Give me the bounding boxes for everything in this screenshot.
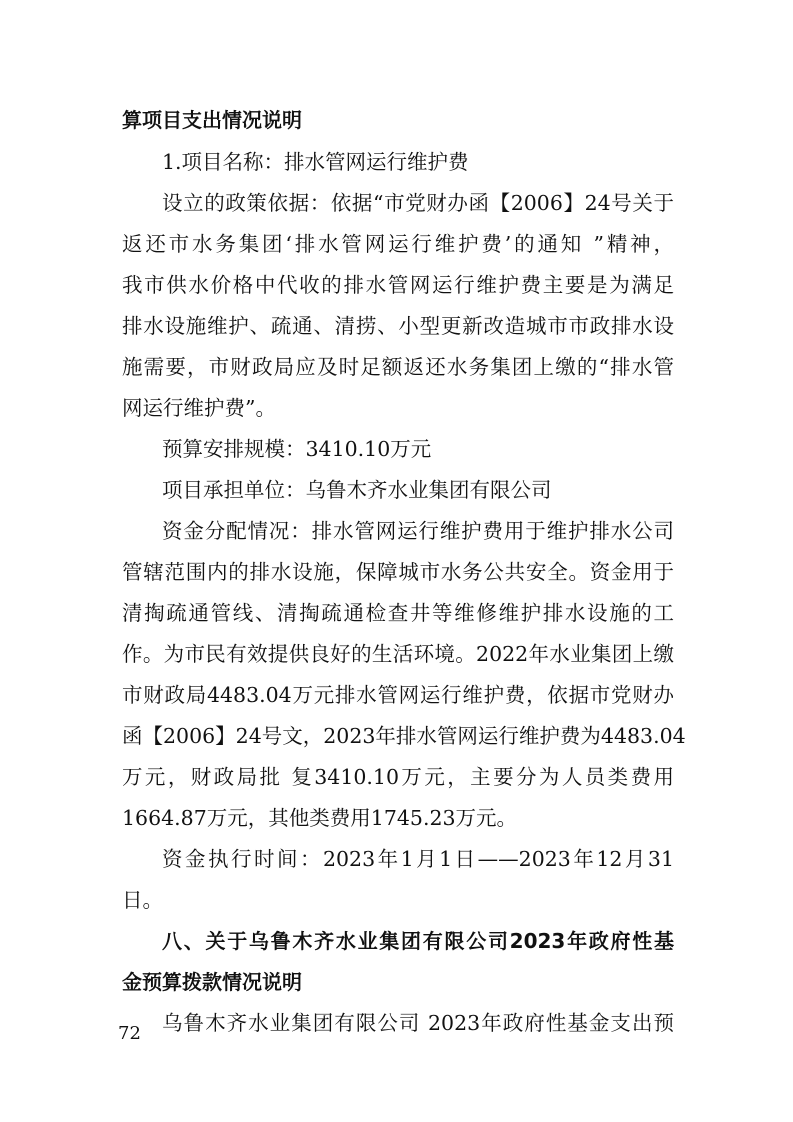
paragraph-line: 网运行维护费”。 [122, 396, 276, 420]
project-name: 1.项目名称：排水管网运行维护费 [162, 150, 469, 174]
paragraph-line: 清掏疏通管线、清掏疏通检查井等维修维护排水设施的工 [122, 601, 674, 625]
paragraph-line: 设立的政策依据：依据“市党财办函【2006】24号关于 [162, 191, 674, 215]
paragraph-line: 资金分配情况：排水管网运行维护费用于维护排水公司 [162, 519, 674, 543]
paragraph-line: 日。 [122, 888, 163, 912]
responsible-unit: 项目承担单位：乌鲁木齐水业集团有限公司 [162, 478, 552, 502]
paragraph-line: 万元，财政局批 复3410.10万元，主要分为人员类费用 [122, 765, 674, 789]
execution-time: 资金执行时间：2023年1月1日——2023年12月31 [162, 847, 674, 871]
paragraph-line: 函【2006】24号文，2023年排水管网运行维护费为4483.04 [122, 724, 686, 748]
paragraph-line: 1664.87万元，其他类费用1745.23万元。 [122, 806, 518, 830]
budget-scale: 预算安排规模：3410.10万元 [162, 437, 432, 461]
section-heading-continuation: 算项目支出情况说明 [122, 108, 302, 132]
page-number: 72 [118, 1023, 141, 1044]
paragraph-line: 乌鲁木齐水业集团有限公司 2023年政府性基金支出预 [162, 1011, 674, 1035]
paragraph-line: 我市供水价格中代收的排水管网运行维护费主要是为满足 [122, 273, 674, 297]
paragraph-line: 作。为市民有效提供良好的生活环境。2022年水业集团上缴 [122, 642, 674, 666]
section-heading: 金预算拨款情况说明 [122, 970, 302, 994]
paragraph-line: 管辖范围内的排水设施，保障城市水务公共安全。资金用于 [122, 560, 674, 584]
paragraph-line: 施需要，市财政局应及时足额返还水务集团上缴的“排水管 [122, 355, 674, 379]
paragraph-line: 市财政局4483.04万元排水管网运行维护费，依据市党财办 [122, 683, 674, 707]
paragraph-line: 返还市水务集团‘排水管网运行维护费’的通知 ”精神， [122, 232, 674, 256]
section-heading: 八、关于乌鲁木齐水业集团有限公司2023年政府性基 [162, 929, 674, 953]
paragraph-line: 排水设施维护、疏通、清捞、小型更新改造城市市政排水设 [122, 314, 674, 338]
